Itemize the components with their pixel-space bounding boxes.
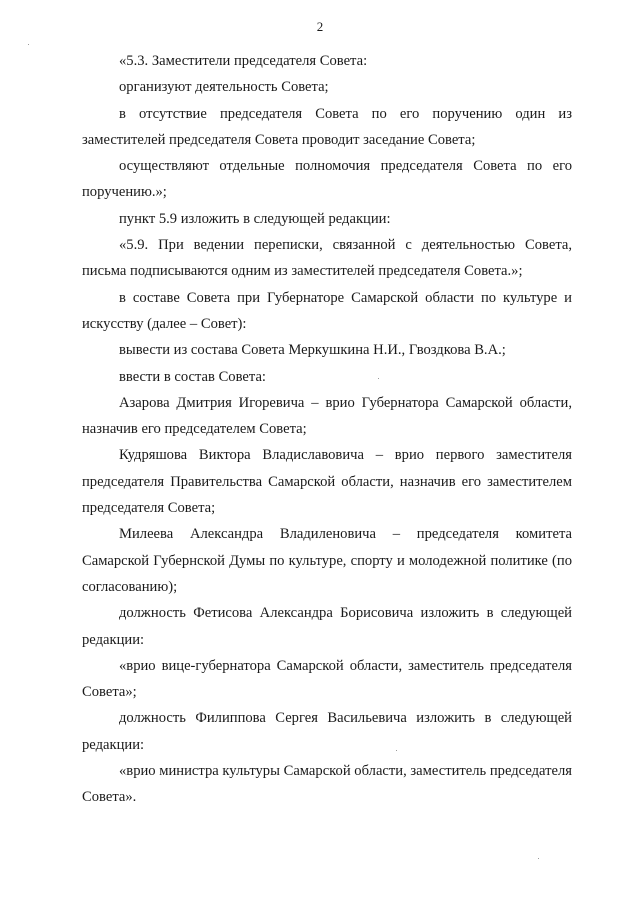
paragraph-position-filippov: должность Филиппова Сергея Васильевича изложить в следующей редакции: xyxy=(82,710,572,753)
paragraph-position-filippov-text: «врио министра культуры Самарской области, заместитель председателя Совета». xyxy=(82,763,572,806)
page-number: 2 xyxy=(316,19,324,34)
paragraph-5-3-heading: «5.3. Заместители председателя Совета: xyxy=(119,53,368,69)
paragraph-member-mileev: Милеева Александра Владиленовича – председателя комитета Самарской Губернской Думы по культуре, спорту и молодежной политике (по согласованию); xyxy=(82,526,572,595)
paragraph-remove-members: вывести из состава Совета Меркушкина Н.И., Гвоздкова В.А.; xyxy=(119,342,506,359)
paragraph-item-5-9-intro: пункт 5.9 изложить в следующей редакции: xyxy=(119,210,391,227)
document-body xyxy=(82,48,572,811)
scan-speck xyxy=(538,858,539,859)
paragraph-absence: в отсутствие председателя Совета по его поручению один из заместителей председателя Совета проводит заседание Совета; xyxy=(82,105,572,148)
paragraph-position-fetisov: должность Фетисова Александра Борисовича изложить в следующей редакции: xyxy=(82,605,572,648)
paragraph-powers: осуществляют отдельные полномочия председателя Совета по его поручению.»; xyxy=(82,158,572,201)
paragraph-council-composition: в составе Совета при Губернаторе Самарской области по культуре и искусству (далее – Совет): xyxy=(82,289,572,332)
paragraph-member-azarov: Азарова Дмитрия Игоревича – врио Губернатора Самарской области, назначив его председателем Совета; xyxy=(82,394,572,438)
paragraph-organize: организуют деятельность Совета; xyxy=(119,79,329,96)
scan-speck xyxy=(28,44,29,45)
scan-speck xyxy=(396,750,397,751)
paragraph-item-5-9: «5.9. При ведении переписки, связанной с деятельностью Совета, письма подписываются одним из заместителей председателя Совета.»; xyxy=(82,237,572,280)
paragraph-position-fetisov-text: «врио вице-губернатора Самарской области, заместитель председателя Совета»; xyxy=(82,657,572,701)
paragraph-member-kudryashov: Кудряшова Виктора Владиславовича – врио первого заместителя председателя Правительства Самарской области, назначив его заместителем председателя Совета; xyxy=(82,447,572,517)
scan-speck xyxy=(378,378,379,379)
paragraph-add-members-intro: ввести в состав Совета: xyxy=(119,368,266,385)
